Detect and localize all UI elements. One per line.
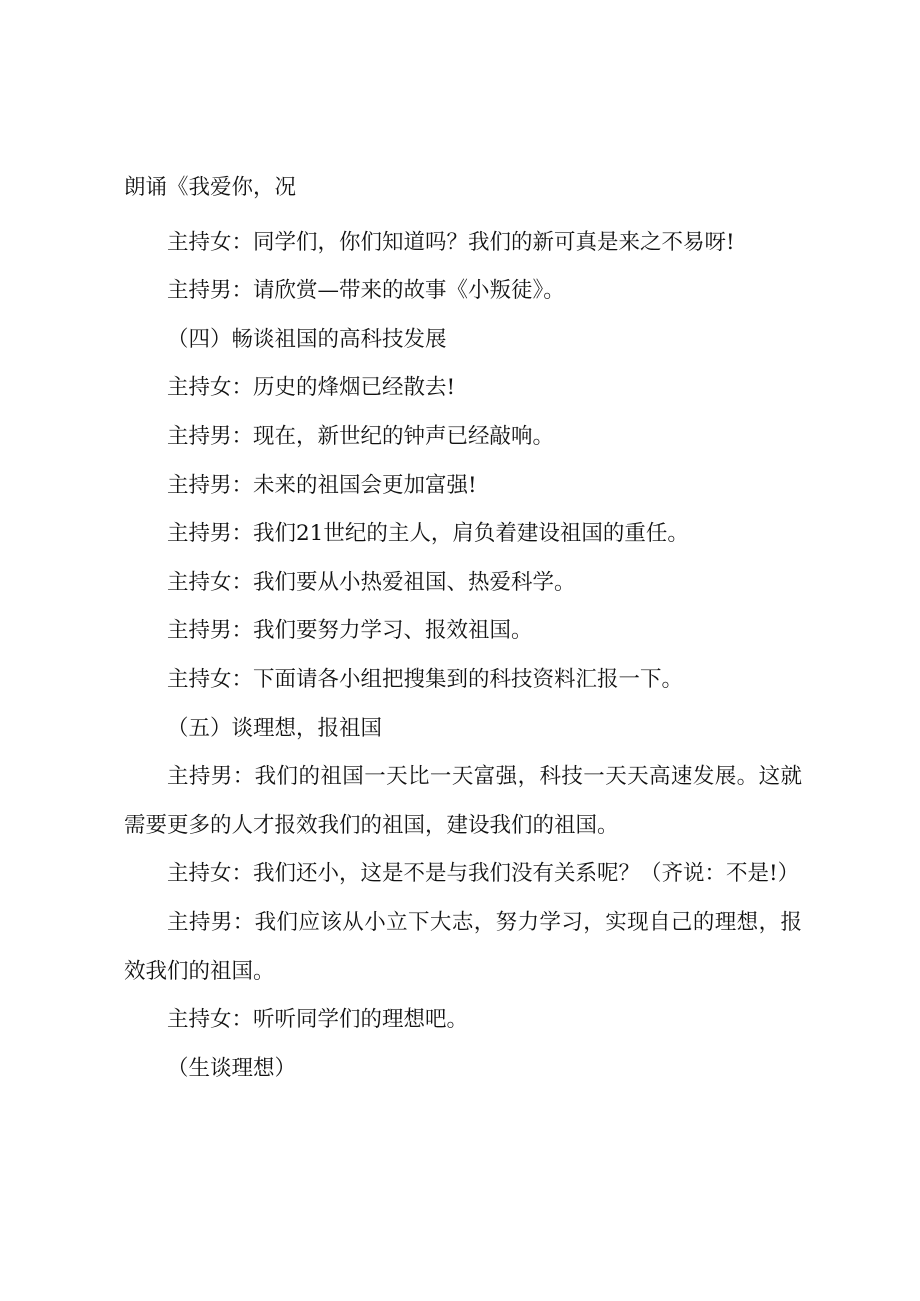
paragraph-host-female-4: 主持女：下面请各小组把搜集到的科技资料汇报一下。 xyxy=(167,666,684,692)
paragraph-host-female-3: 主持女：我们要从小热爱祖国、热爱科学。 xyxy=(167,569,576,595)
paragraph-recitation: 朗诵《我爱你，况 xyxy=(124,175,297,200)
paragraph-host-female-2: 主持女：历史的烽烟已经散去! xyxy=(167,375,456,401)
section-heading-4: （四）畅谈祖国的高科技发展 xyxy=(167,326,447,352)
paragraph-host-male-5: 主持男：我们要努力学习、报效祖国。 xyxy=(167,618,533,644)
section-heading-5: （五）谈理想，报祖国 xyxy=(167,715,383,741)
paragraph-host-male-7: 主持男：我们应该从小立下大志，努力学习，实现自己的理想，报效我们的祖国。 xyxy=(124,909,802,984)
paragraph-students-ideals: （生谈理想） xyxy=(167,1055,297,1081)
paragraph-host-female-6: 主持女：听听同学们的理想吧。 xyxy=(167,1007,469,1033)
paragraph-host-male-3: 主持男：未来的祖国会更加富强! xyxy=(167,472,477,498)
paragraph-host-female-5: 主持女：我们还小，这是不是与我们没有关系呢？（齐说：不是!） xyxy=(167,861,800,887)
paragraph-host-female-1: 主持女：同学们，你们知道吗？我们的新可真是来之不易呀! xyxy=(167,229,735,255)
paragraph-host-male-2: 主持男：现在，新世纪的钟声已经敲响。 xyxy=(167,423,555,449)
paragraph-host-male-1: 主持男：请欣赏—带来的故事《小叛徒》。 xyxy=(167,278,565,304)
paragraph-host-male-6: 主持男：我们的祖国一天比一天富强，科技一天天高速发展。这就需要更多的人才报效我们的祖国，建设我们的祖国。 xyxy=(124,764,802,838)
paragraph-host-male-4: 主持男：我们21世纪的主人，肩负着建设祖国的重任。 xyxy=(167,521,689,547)
